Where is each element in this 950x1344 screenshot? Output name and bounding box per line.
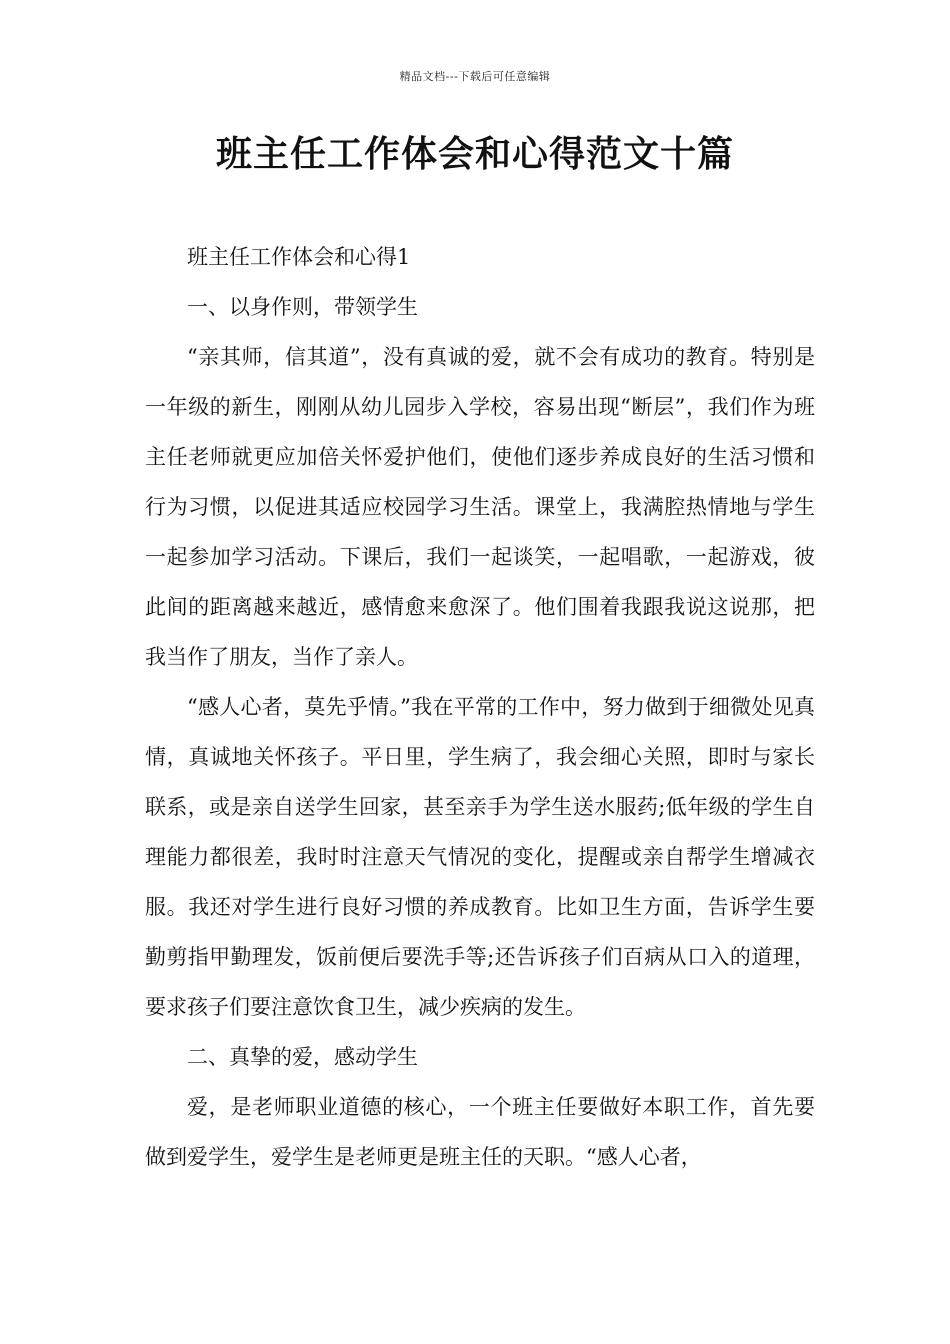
paragraph: 爱，是老师职业道德的核心，一个班主任要做好本职工作，首先要做到爱学生，爱学生是老师更是班主任的天职。“感人心者， [145,1095,815,1169]
section-subtitle: 班主任工作体会和心得1 [187,245,411,269]
section-heading-1: 一、以身作则，带领学生 [187,295,418,319]
paragraph: “感人心者，莫先乎情。”我在平常的工作中，努力做到于细微处见真情，真诚地关怀孩子。平日里，学生病了，我会细心关照，即时与家长联系，或是亲自送学生回家，甚至亲手为学生送水服药;低年级的学生自理能力都很差，我时时注意天气情况的变化，提醒或亲自帮学生增减衣服。我还对学生进行良好习惯的养成教育。比如卫生方面，告诉学生要勤剪指甲勤理发，饭前便后要洗手等;还告诉孩子们百病从口入的道理，要求孩子们要注意饮食卫生，减少疾病的发生。 [145,695,815,1019]
document-title: 班主任工作体会和心得范文十篇 [215,134,734,175]
paragraph: “亲其师，信其道”，没有真诚的爱，就不会有成功的教育。特别是一年级的新生，刚刚从幼儿园步入学校，容易出现“断层”，我们作为班主任老师就更应加倍关怀爱护他们，使他们逐步养成良好的生活习惯和行为习惯，以促进其适应校园学习生活。课堂上，我满腔热情地与学生一起参加学习活动。下课后，我们一起谈笑，一起唱歌，一起游戏，彼此间的距离越来越近，感情愈来愈深了。他们围着我跟我说这说那，把我当作了朋友，当作了亲人。 [145,345,815,669]
header-note: 精品文档---下载后可任意编辑 [399,70,551,83]
document-body [145,232,815,1182]
section-heading-2: 二、真挚的爱，感动学生 [187,1045,418,1069]
